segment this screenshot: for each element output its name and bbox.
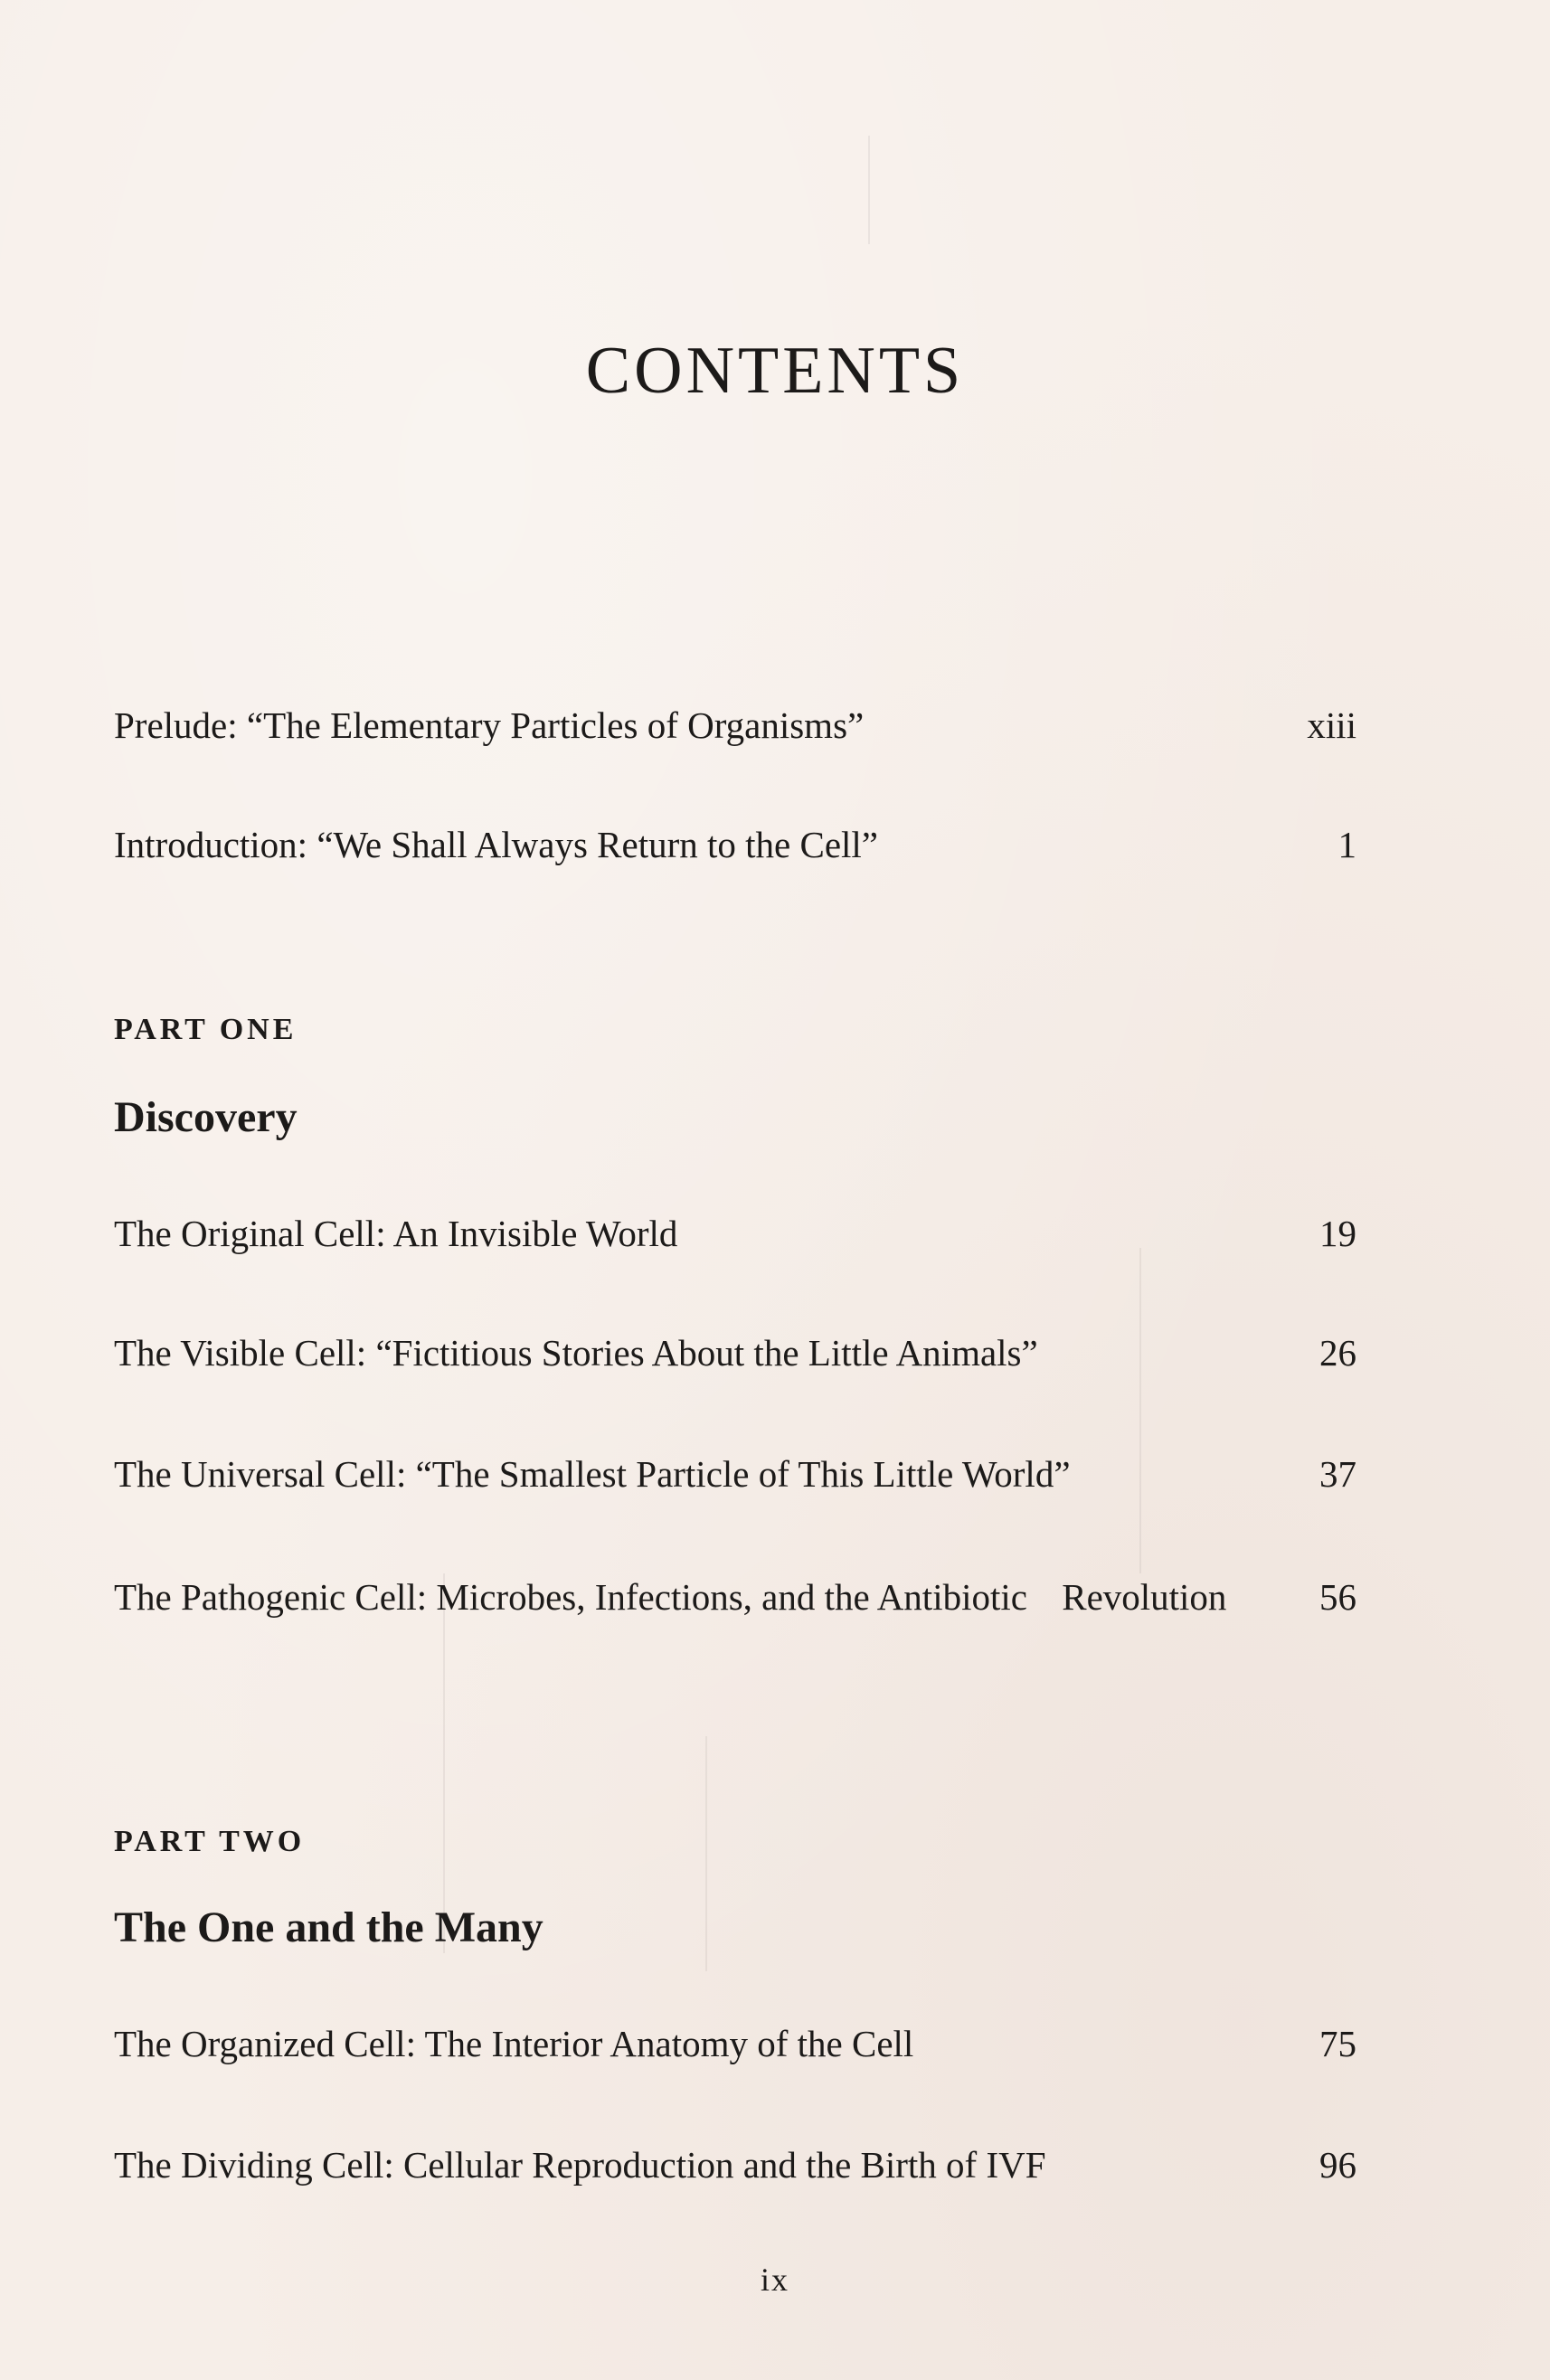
toc-entry-page-number: 56 bbox=[1319, 1576, 1356, 1618]
page-title: CONTENTS bbox=[585, 333, 965, 408]
toc-entry-page-number: 19 bbox=[1319, 1213, 1356, 1254]
toc-entry-label: Introduction: “We Shall Always Return to the Cell” bbox=[114, 824, 879, 865]
toc-entry-page-number: 37 bbox=[1319, 1453, 1356, 1495]
toc-entry-label-line-2: Revolution bbox=[1062, 1576, 1227, 1618]
toc-entry-label: The Original Cell: An Invisible World bbox=[114, 1213, 678, 1254]
toc-entry-page-number: 26 bbox=[1319, 1332, 1356, 1374]
toc-entry-label: The Dividing Cell: Cellular Reproduction and the Birth of IVF bbox=[114, 2144, 1046, 2186]
toc-entry-page-number: 96 bbox=[1319, 2144, 1356, 2186]
part-one-kicker: PART ONE bbox=[114, 1013, 298, 1046]
toc-entry-original-cell[interactable] bbox=[114, 1203, 1356, 1264]
show-through-line bbox=[705, 1736, 707, 1971]
show-through-line bbox=[443, 1573, 445, 1953]
toc-entry-visible-cell[interactable] bbox=[114, 1322, 1356, 1384]
toc-entry-page-number: xiii bbox=[1307, 704, 1356, 746]
toc-entry-universal-cell[interactable] bbox=[114, 1443, 1356, 1505]
toc-entry-page-number: 75 bbox=[1319, 2023, 1356, 2064]
toc-entry-label: Prelude: “The Elementary Particles of Organisms” bbox=[114, 704, 865, 746]
toc-entry-label: The Universal Cell: “The Smallest Particle of This Little World” bbox=[114, 1453, 1071, 1495]
toc-entry-introduction[interactable] bbox=[114, 814, 1356, 875]
toc-entry-label: The Organized Cell: The Interior Anatomy of the Cell bbox=[114, 2023, 914, 2064]
toc-entry-dividing-cell[interactable] bbox=[114, 2134, 1356, 2196]
part-two-kicker: PART TWO bbox=[114, 1825, 306, 1858]
toc-entry-organized-cell[interactable] bbox=[114, 2013, 1356, 2074]
page-folio: ix bbox=[760, 2262, 789, 2298]
toc-entry-page-number: 1 bbox=[1337, 824, 1356, 865]
toc-entry-label: The Visible Cell: “Fictitious Stories About the Little Animals” bbox=[114, 1332, 1038, 1374]
toc-entry-prelude[interactable] bbox=[114, 694, 1356, 756]
toc-entry-label-line-1: The Pathogenic Cell: Microbes, Infections, and the Antibiotic bbox=[114, 1576, 1027, 1618]
part-one-title: Discovery bbox=[114, 1093, 298, 1141]
toc-entry-pathogenic-cell[interactable] bbox=[114, 1566, 1356, 1628]
show-through-line bbox=[1139, 1248, 1141, 1573]
show-through-line bbox=[868, 136, 870, 244]
part-two-title: The One and the Many bbox=[114, 1903, 543, 1951]
